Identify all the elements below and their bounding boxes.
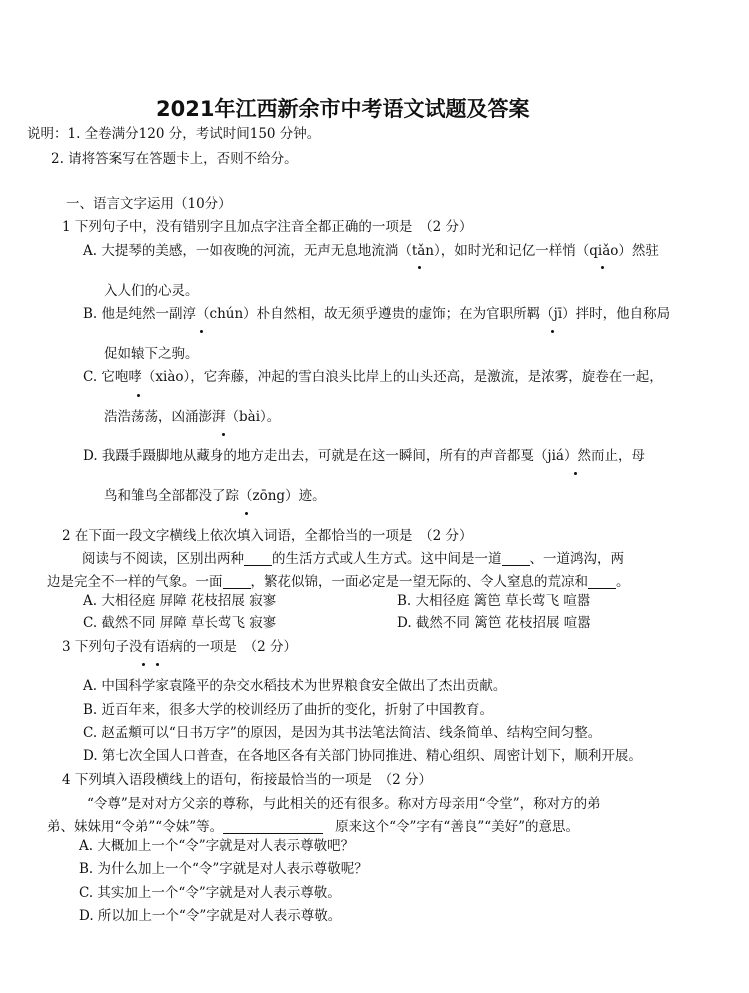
q4-passage-line2 [47, 818, 579, 836]
q2-passage-text: 边是完全不一样的气象。一面 [47, 574, 223, 590]
emphasis-dot [551, 330, 554, 333]
q2-passage-line2 [47, 573, 630, 591]
q1-option-d-line2: 鸟和雏鸟全部都没了踪（zōng）迹。 [104, 488, 326, 504]
instructions-line-2: 2. 请将答案写在答题卡上，否则不给分。 [51, 151, 298, 167]
q1-option-a-line1: A. 大提琴的美感，一如夜晚的河流，无声无息地流淌（tǎn），如时光和记亿一样悄（qiǎo）然驻 [83, 243, 659, 259]
q1-stem: 1 下列句子中，没有错别字且加点字注音全都正确的一项是 （2 分） [62, 219, 473, 235]
q1-option-c-line1: C. 它咆哮（xiào），它奔藤，冲起的雪白浪头比岸上的山头还高，是激流，是浓雾，旋卷在一起， [83, 369, 663, 385]
q4-passage-text: 弟、妹妹用“令弟”“令妹”等。 [47, 819, 224, 835]
q1-option-a-line2: 入人们的心灵。 [104, 283, 199, 299]
emphasis-dot [200, 330, 203, 333]
q2-passage-line1 [82, 550, 624, 568]
fill-blank [223, 819, 323, 834]
q1-option-b-line1: B. 他是纯然一副淳（chún）朴自然相，故无须乎遵贵的虚饰；在为官职所羁（jī）拌时，他自称局 [83, 306, 671, 322]
q2-passage-text: 的生活方式或人生方式。这中间是一道 [272, 551, 502, 567]
q3-option-c: C. 赵孟頫可以“日书万字”的原因，是因为其书法笔法简洁、线条简单、结构空间匀整。 [83, 725, 602, 741]
q3-stem: 3 下列句子没有语病的一项是 （2 分） [62, 639, 298, 655]
q3-option-a: A. 中国科学家袁隆平的杂交水稻技术为世界粮食安全做出了杰出贡献。 [83, 678, 507, 694]
emphasis-dot [418, 266, 421, 269]
emphasis-dot [222, 433, 225, 436]
emphasis-dot [574, 472, 577, 475]
q4-passage-line1: “令尊”是对对方父亲的尊称，与此相关的还有很多。称对方母亲用“令堂”，称对方的弟 [87, 796, 601, 812]
instructions-line-1: 说明：1. 全卷满分120 分，考试时间150 分钟。 [27, 126, 321, 142]
emphasis-dot [142, 663, 145, 666]
emphasis-dot [245, 512, 248, 515]
q2-passage-text: 阅读与不阅读，区别出两种 [82, 551, 244, 567]
q4-stem: 4 下列填入语段横线上的语句，衔接最恰当的一项是 （2 分） [62, 772, 433, 788]
q2-passage-text: 。 [616, 574, 630, 590]
q4-option-b: B. 为什么加上一个“令”字就是对人表示尊敬呢？ [79, 861, 368, 877]
q2-option-a: A. 大相径庭 屏障 花枝招展 寂寥 [83, 593, 277, 609]
q4-option-d: D. 所以加上一个“令”字就是对人表示尊敬。 [79, 908, 342, 924]
page-title: 2021年江西新余市中考语文试题及答案 [156, 97, 530, 121]
fill-blank [244, 551, 272, 566]
q1-option-d-line1: D. 我蹑手蹑脚地从藏身的地方走出去，可就是在这一瞬间，所有的声音都戛（jiá）然而止，母 [83, 448, 645, 464]
q2-stem: 2 在下面一段文字横线上依次填入词语，全都恰当的一项是 （2 分） [62, 528, 473, 544]
emphasis-dot [137, 394, 140, 397]
fill-blank [502, 551, 530, 566]
q1-option-c-line2: 浩浩荡荡，凶涌澎湃（bài）。 [104, 409, 281, 425]
q4-passage-text: 原来这个“令”字有“善良”“美好”的意思。 [335, 819, 580, 835]
q2-option-c: C. 截然不同 屏障 草长莺飞 寂寥 [83, 615, 277, 631]
q2-option-d: D. 截然不同 篱笆 花枝招展 喧嚣 [397, 615, 591, 631]
q2-passage-text: ，繁花似锦，一面必定是一望无际的、令人窒息的荒凉和 [250, 574, 588, 590]
q3-option-d: D. 第七次全国人口普查，在各地区各有关部门协同推进、精心组织、周密计划下，顺利开展。 [83, 748, 642, 764]
q1-option-b-line2: 促如辕下之驹。 [104, 346, 199, 362]
fill-blank [223, 574, 251, 589]
q4-option-c: C. 其实加上一个“令”字就是对人表示尊敬。 [79, 885, 341, 901]
fill-blank [588, 574, 616, 589]
q2-passage-text: 、一道鸿沟，两 [529, 551, 624, 567]
section-heading: 一、语言文字运用（10分） [66, 196, 232, 212]
q3-option-b: B. 近百年来，很多大学的校训经历了曲折的变化，折射了中国教育。 [83, 702, 494, 718]
q2-option-b: B. 大相径庭 篱笆 草长莺飞 喧嚣 [397, 593, 591, 609]
q4-option-a: A. 大概加上一个“令”字就是对人表示尊敬吧？ [79, 838, 355, 854]
emphasis-dot [601, 266, 604, 269]
emphasis-dot [156, 663, 159, 666]
